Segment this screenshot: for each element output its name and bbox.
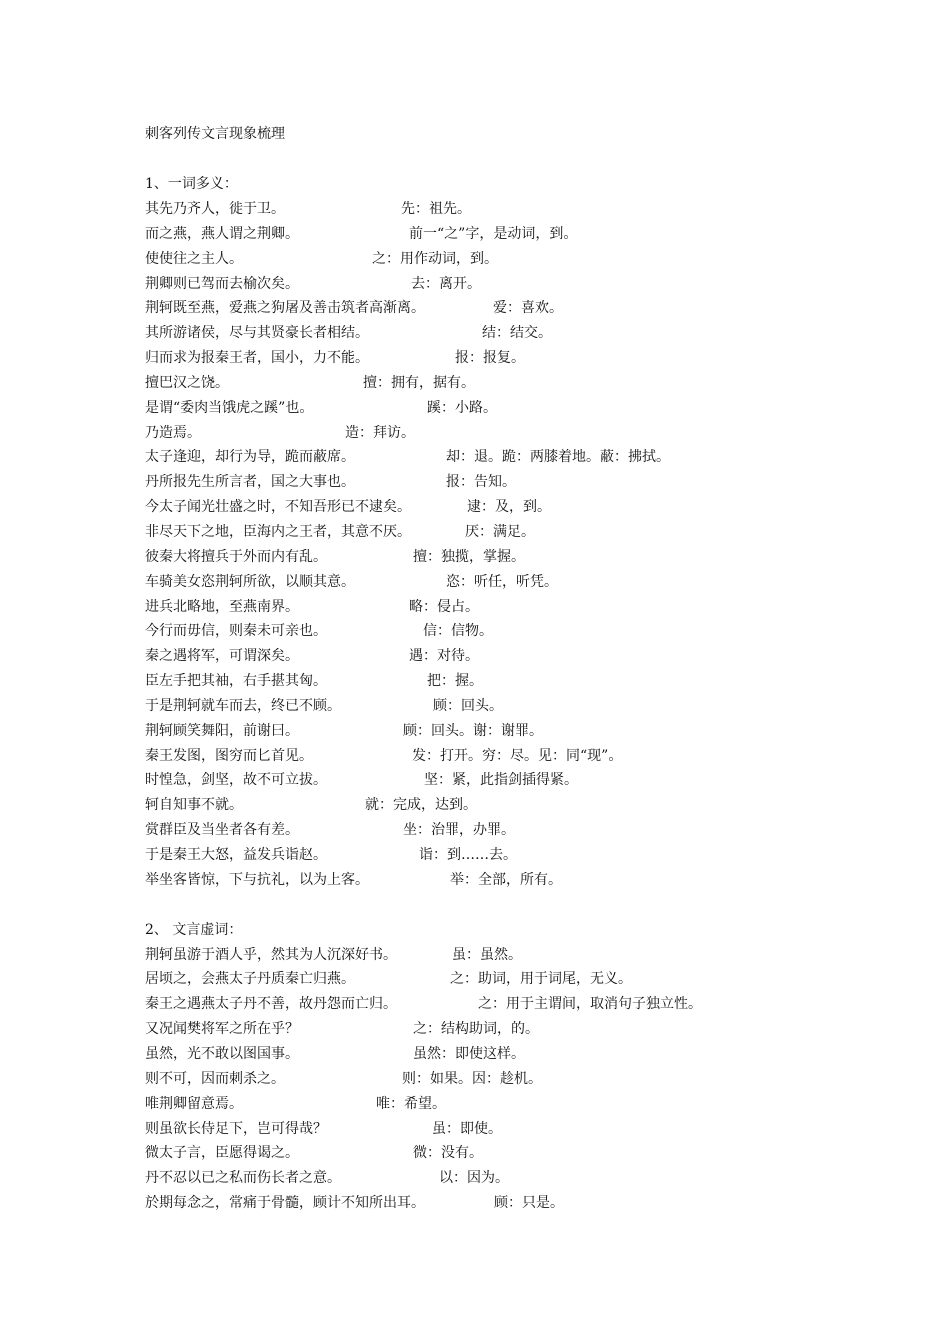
entry-note: 蹊：小路。 [427,399,497,416]
entry-note: 则：如果。因：趁机。 [402,1070,542,1087]
entry-note: 报：报复。 [455,350,525,367]
entry-sentence: 举坐客皆惊，下与抗礼，以为上客。 [145,871,369,888]
section-heading-polysemy: 1、一词多义： [145,176,238,192]
entry-sentence: 荆轲顾笑舞阳，前谢曰。 [145,722,299,739]
section-heading-function-words: 2、 文言虚词： [145,921,243,938]
entry-note: 爱：喜欢。 [493,300,563,317]
entry-sentence: 於期每念之，常痛于骨髓，顾计不知所出耳。 [145,1195,425,1212]
entry-row [145,470,925,495]
blank-line [145,147,925,172]
entry-row [145,1017,925,1042]
entry-note: 去：离开。 [411,275,481,292]
entry-row [145,595,925,620]
document-title: 刺客列传文言现象梳理 [145,126,285,142]
entry-note: 坐：治罪，办罪。 [403,822,515,839]
entry-sentence: 则虽欲长侍足下，岂可得哉？ [145,1120,327,1137]
entry-sentence: 彼秦大将擅兵于外而内有乱。 [145,548,327,565]
entry-row [145,520,925,545]
entry-note: 唯：希望。 [376,1095,446,1112]
entry-sentence: 进兵北略地，至燕南界。 [145,598,299,615]
entry-sentence: 今行而毋信，则秦未可亲也。 [145,623,327,640]
entry-sentence: 非尽天下之地，臣海内之王者，其意不厌。 [145,523,411,540]
entry-row [145,1092,925,1117]
entry-row [145,1166,925,1191]
entry-row [145,868,925,893]
entry-note: 恣：听任，听凭。 [446,573,558,590]
entry-sentence: 丹不忍以已之私而伤长者之意。 [145,1170,341,1187]
entry-note: 略：侵占。 [409,598,479,615]
entry-sentence: 则不可，因而刺杀之。 [145,1070,285,1087]
entry-row [145,445,925,470]
polysemy-list [145,197,925,893]
entry-sentence: 唯荆卿留意焉。 [145,1095,243,1112]
entry-note: 虽：即使。 [432,1120,502,1137]
entry-row [145,992,925,1017]
entry-sentence: 其所游诸侯，尽与其贤豪长者相结。 [145,325,369,342]
entry-note: 就：完成，达到。 [365,797,477,814]
entry-row [145,768,925,793]
entry-row [145,793,925,818]
entry-note: 擅：独揽，掌握。 [413,548,525,565]
entry-row [145,669,925,694]
entry-note: 之：结构助词，的。 [413,1021,539,1038]
entry-row [145,296,925,321]
entry-sentence: 太子逢迎，却行为导，跪而蔽席。 [145,449,355,466]
entry-sentence: 其先乃齐人，徙于卫。 [145,201,285,217]
entry-row [145,818,925,843]
entry-row [145,545,925,570]
entry-sentence: 秦之遇将军，可谓深矣。 [145,648,299,665]
entry-note: 顾：回头。 [433,697,503,714]
entry-row [145,247,925,272]
entry-row [145,943,925,968]
entry-sentence: 秦王之遇燕太子丹不善，故丹怨而亡归。 [145,996,397,1013]
entry-row [145,644,925,669]
entry-row [145,719,925,744]
entry-note: 以：因为。 [439,1170,509,1187]
entry-sentence: 于是秦王大怒，益发兵诣赵。 [145,846,327,863]
entry-sentence: 使使往之主人。 [145,250,243,267]
entry-row [145,570,925,595]
entry-note: 结：结交。 [482,325,552,342]
entry-note: 顾：只是。 [494,1195,564,1212]
entry-sentence: 是谓“委肉当饿虎之蹊”也。 [145,399,314,416]
entry-sentence: 车骑美女恣荆轲所欲，以顺其意。 [145,573,355,590]
entry-row [145,1191,925,1216]
entry-sentence: 轲自知事不就。 [145,797,243,814]
entry-row [145,421,925,446]
entry-row [145,1042,925,1067]
entry-note: 擅：拥有，据有。 [363,374,475,391]
entry-row [145,197,925,222]
entry-sentence: 荆卿则已驾而去榆次矣。 [145,275,299,292]
entry-note: 之：用于主谓间，取消句子独立性。 [478,996,702,1013]
entry-note: 之：用作动词，到。 [372,250,498,267]
entry-row [145,967,925,992]
entry-note: 造：拜访。 [345,424,415,441]
function-words-list [145,943,925,1216]
entry-note: 虽：虽然。 [452,946,522,963]
entry-row [145,744,925,769]
entry-note: 厌：满足。 [465,523,535,540]
entry-sentence: 擅巴汉之饶。 [145,374,229,391]
entry-sentence: 微太子言，臣愿得谒之。 [145,1145,299,1162]
entry-sentence: 丹所报先生所言者，国之大事也。 [145,474,355,491]
entry-row [145,1067,925,1092]
entry-note: 微：没有。 [413,1145,483,1162]
entry-row [145,222,925,247]
entry-row [145,843,925,868]
entry-sentence: 又况闻樊将军之所在乎？ [145,1021,299,1038]
entry-note: 把：握。 [427,673,483,690]
entry-sentence: 居顷之，会燕太子丹质秦亡归燕。 [145,971,355,988]
entry-sentence: 归而求为报秦王者，国小，力不能。 [145,350,369,367]
entry-sentence: 于是荆轲就车而去，终已不顾。 [145,697,341,714]
document-page [145,122,925,1216]
entry-sentence: 今太子闻光壮盛之时，不知吾形已不逮矣。 [145,499,411,516]
entry-sentence: 时惶急，剑坚，故不可立拔。 [145,772,327,789]
entry-note: 前一“之”字，是动词，到。 [409,225,578,242]
entry-note: 逮：及，到。 [467,499,551,516]
entry-row [145,321,925,346]
blank-line [145,893,925,918]
entry-row [145,272,925,297]
entry-note: 诣：到……去。 [419,846,517,863]
entry-note: 顾：回头。谢：谢罪。 [403,722,543,739]
entry-note: 信：信物。 [423,623,493,640]
entry-note: 之：助词，用于词尾，无义。 [450,971,632,988]
entry-note: 举：全部，所有。 [450,871,562,888]
entry-row [145,1141,925,1166]
entry-note: 先：祖先。 [401,201,471,217]
entry-note: 发：打开。穷：尽。见：同“现”。 [412,747,623,764]
entry-sentence: 乃造焉。 [145,424,201,441]
entry-note: 虽然：即使这样。 [413,1046,525,1062]
entry-note: 坚：紧，此指剑插得紧。 [424,772,578,789]
entry-row [145,371,925,396]
entry-note: 遇：对待。 [409,648,479,665]
entry-row [145,495,925,520]
entry-sentence: 而之燕，燕人谓之荆卿。 [145,225,299,242]
entry-row [145,1117,925,1142]
entry-row [145,396,925,421]
entry-note: 报：告知。 [446,474,516,491]
entry-row [145,619,925,644]
entry-row [145,694,925,719]
entry-sentence: 荆轲既至燕，爱燕之狗屠及善击筑者高渐离。 [145,300,425,317]
entry-note: 却：退。跪：两膝着地。蔽：拂拭。 [446,449,670,466]
entry-sentence: 虽然，光不敢以图国事。 [145,1046,299,1062]
entry-sentence: 荆轲虽游于酒人乎，然其为人沉深好书。 [145,946,397,963]
entry-sentence: 秦王发图，图穷而匕首见。 [145,747,313,764]
entry-sentence: 赏群臣及当坐者各有差。 [145,822,299,839]
entry-row [145,346,925,371]
entry-sentence: 臣左手把其袖，右手揕其匈。 [145,673,327,690]
